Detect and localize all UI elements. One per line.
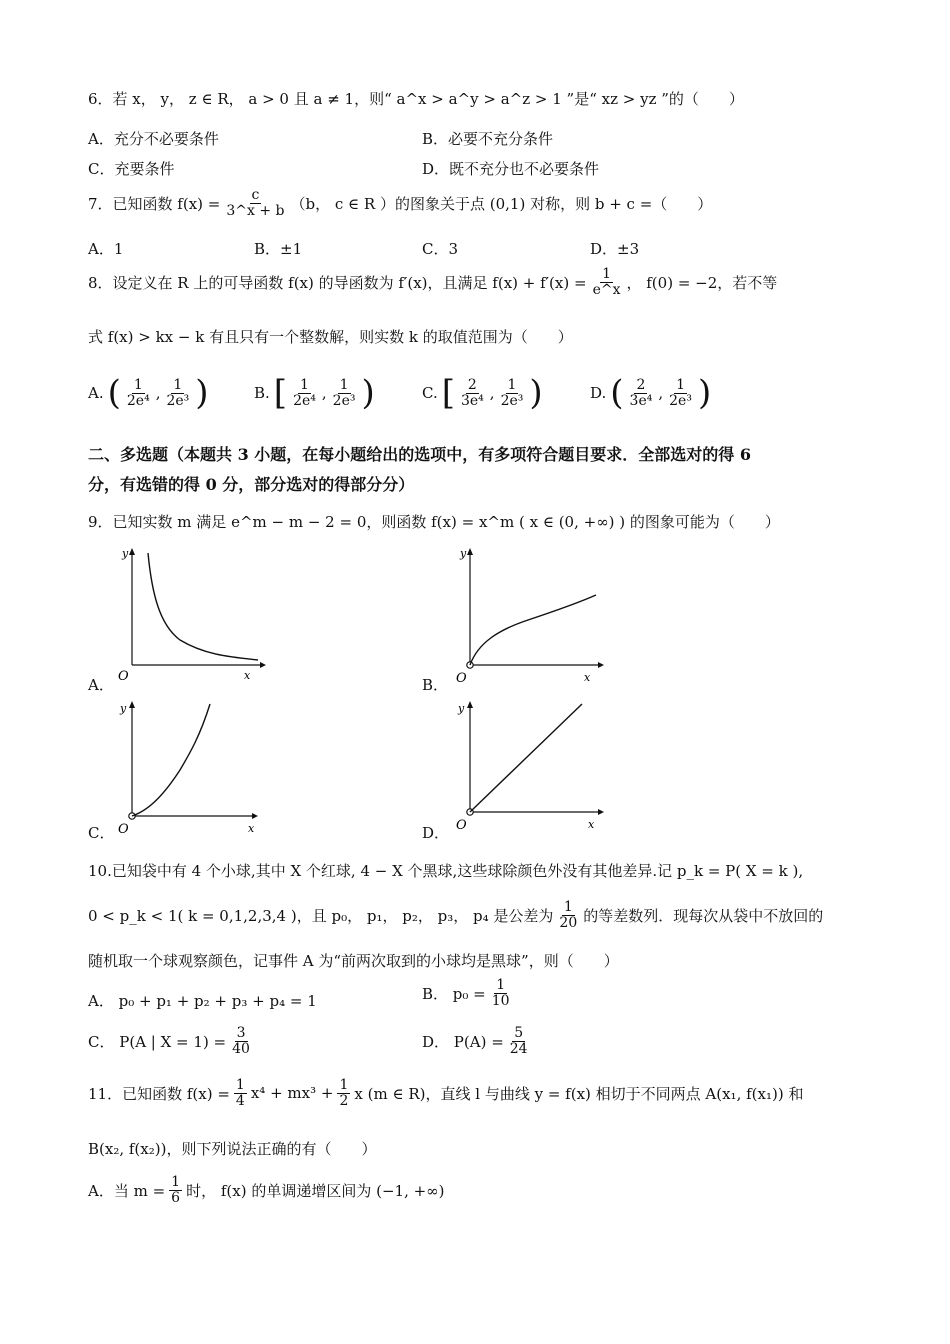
curve — [470, 595, 596, 665]
frac-num: 1 — [496, 977, 506, 993]
q11-line2: B(x₂, f(x₂))，则下列说法正确的有（ ） — [88, 1140, 377, 1158]
frac-num: 2 — [467, 376, 477, 393]
q8-options — [88, 373, 868, 424]
q11-frac-2 — [337, 1078, 350, 1108]
y-label: y — [458, 702, 465, 715]
option-label: D. — [590, 384, 607, 402]
frac-num: 2 — [636, 376, 646, 393]
frac-den: 3e⁴ — [629, 392, 653, 409]
q10-line2-b: 的等差数列．现每次从袋中不放回的 — [583, 906, 824, 925]
frac-den: 2e⁴ — [126, 392, 150, 409]
q8-option-d — [590, 373, 712, 413]
q6-option-b: B．必要不充分条件 — [422, 130, 554, 148]
q9-graph-d — [448, 698, 608, 838]
q11-option-a — [88, 1175, 445, 1205]
frac-num: 1 — [171, 1174, 181, 1190]
origin-label: O — [118, 669, 129, 684]
q10-option-a: A． p₀ + p₁ + p₂ + p₃ + p₄ = 1 — [88, 992, 317, 1010]
frac-den: 3e⁴ — [460, 392, 484, 409]
q8-frac-den: e^x — [592, 281, 621, 298]
x-axis-arrow — [598, 809, 604, 815]
q10-line1: 10.已知袋中有 4 个小球,其中 X 个红球, 4 − X 个黑球,这些球除颜色外没有其他差异.记 p_k = P( X = k ), — [88, 862, 804, 880]
q9-graph-a — [110, 545, 270, 685]
frac-den: 10 — [491, 992, 510, 1009]
q6-stem: 6．若 x， y， z ∈ R， a > 0 且 a ≠ 1，则“ a^x > a^y > a^z > 1 ”是“ xz > yz ”的（ ） — [88, 90, 744, 108]
y-axis-arrow — [129, 701, 135, 708]
q8-line1-b: ， f(0) = −2，若不等 — [626, 273, 778, 292]
q9-stem: 9．已知实数 m 满足 e^m − m − 2 = 0，则函数 f(x) = x^m ( x ∈ (0, +∞) ) 的图象可能为（ ） — [88, 513, 780, 531]
frac-den: 2 — [339, 1092, 349, 1109]
x-axis-arrow — [260, 662, 266, 668]
q8-option-b — [254, 373, 375, 413]
option-label: A. — [88, 384, 104, 402]
section-2-line2: 分，有选错的得 0 分，部分选对的得部分分） — [88, 475, 415, 494]
line-graph — [470, 704, 582, 812]
fraction-lower — [291, 378, 318, 408]
bracket-close: ) — [697, 373, 712, 413]
q8-fraction — [591, 267, 623, 297]
frac-den: 2e³ — [500, 392, 524, 409]
bracket-close: ) — [529, 373, 543, 413]
fraction-lower — [125, 378, 152, 408]
q9-option-d-label: D． — [422, 824, 450, 842]
frac-num: 1 — [339, 1077, 349, 1093]
frac-num: 5 — [514, 1025, 524, 1041]
q8-line1 — [88, 267, 777, 297]
q10-option-c — [88, 1026, 252, 1056]
q7-option-b: B．±1 — [254, 240, 303, 258]
origin-label: O — [456, 671, 467, 685]
x-label: x — [588, 818, 595, 831]
frac-den: 2e³ — [332, 392, 356, 409]
q10-line2 — [88, 900, 823, 930]
x-axis-arrow — [598, 662, 604, 668]
frac-den: 2e⁴ — [293, 392, 316, 409]
q7-fraction — [224, 188, 286, 218]
q10-option-c-fraction — [230, 1026, 252, 1056]
q11-option-a-text-b: 时， f(x) 的单调递增区间为 (−1, +∞) — [186, 1181, 445, 1200]
q11-line1-a: 11．已知函数 f(x) = — [88, 1084, 230, 1103]
q11-option-a-fraction — [169, 1175, 182, 1205]
q8-frac-num: 1 — [602, 266, 611, 282]
fraction-lower — [628, 378, 655, 408]
y-axis-arrow — [467, 548, 473, 555]
y-label: y — [120, 702, 127, 715]
frac-num: 1 — [507, 376, 517, 393]
q7-stem-b: （b， c ∈ R ）的图象关于点 (0,1) 对称，则 b + c =（ ） — [290, 194, 713, 213]
frac-num: 1 — [173, 376, 183, 393]
q6-option-a: A．充分不必要条件 — [88, 130, 219, 148]
q8-line2: 式 f(x) > kx − k 有且只有一个整数解，则实数 k 的取值范围为（ ） — [88, 328, 573, 346]
q11-line1-b: x (m ∈ R)，直线 l 与曲线 y = f(x) 相切于不同两点 A(x₁, f(x₁)) 和 — [354, 1084, 804, 1103]
q11-option-a-text-a: A．当 m = — [88, 1181, 166, 1200]
q7-stem — [88, 188, 712, 218]
q7-frac-den: 3^x + b — [226, 202, 285, 219]
frac-num: 1 — [235, 1077, 245, 1093]
bracket-open: [ — [441, 373, 455, 413]
x-axis-arrow — [252, 813, 258, 819]
q10-option-b-text: B． p₀ = — [422, 984, 486, 1003]
frac-num: 1 — [676, 376, 685, 393]
frac-den: 4 — [235, 1092, 245, 1109]
q11-frac-1 — [234, 1078, 247, 1108]
fraction-upper — [164, 378, 191, 408]
frac-den: 24 — [509, 1040, 528, 1057]
q11-mid: x⁴ + mx³ + — [250, 1084, 334, 1103]
bracket-open: ( — [610, 373, 624, 413]
q10-frac-num: 1 — [563, 899, 573, 915]
q8-line1-a: 8．设定义在 R 上的可导函数 f(x) 的导函数为 f′(x)，且满足 f(x) + f′(x) = — [88, 273, 587, 292]
q10-option-d-fraction — [508, 1026, 530, 1056]
q7-option-c: C．3 — [422, 240, 459, 258]
q9-graph-c — [110, 698, 270, 838]
q11-line1 — [88, 1078, 803, 1108]
comma: , — [155, 384, 161, 402]
q10-option-b-fraction — [490, 978, 512, 1008]
q10-fraction — [557, 900, 579, 930]
bracket-close: ) — [361, 373, 375, 413]
y-label: y — [122, 547, 129, 560]
q9-option-a-label: A． — [88, 676, 114, 694]
fraction-upper — [331, 378, 358, 408]
option-label: B. — [254, 384, 270, 402]
frac-num: 1 — [339, 376, 349, 393]
comma: , — [321, 384, 327, 402]
y-axis-arrow — [129, 548, 135, 555]
x-label: x — [248, 822, 255, 835]
bracket-open: [ — [273, 373, 288, 413]
frac-num: 3 — [236, 1025, 246, 1041]
q7-option-d: D．±3 — [590, 240, 640, 258]
frac-den: 6 — [171, 1189, 181, 1206]
x-label: x — [584, 671, 591, 684]
y-label: y — [460, 547, 467, 560]
frac-den: 40 — [232, 1040, 250, 1057]
q10-option-d — [422, 1026, 530, 1056]
comma: , — [658, 384, 664, 402]
frac-den: 2e³ — [669, 392, 692, 409]
q6-option-d: D．既不充分也不必要条件 — [422, 160, 600, 178]
q7-frac-num: c — [251, 187, 260, 203]
fraction-upper — [499, 378, 526, 408]
bracket-close: ) — [195, 373, 209, 413]
q10-option-d-text: D． P(A) = — [422, 1032, 504, 1051]
q8-option-a — [88, 373, 209, 413]
curve — [148, 553, 258, 660]
q7-option-a: A．1 — [88, 240, 124, 258]
q9-option-c-label: C． — [88, 824, 115, 842]
frac-num: 1 — [133, 376, 143, 393]
q10-option-c-text: C． P(A | X = 1) = — [88, 1032, 227, 1051]
fraction-lower — [459, 378, 486, 408]
q10-line3: 随机取一个球观察颜色，记事件 A 为“前两次取到的小球均是黑球”，则（ ） — [88, 952, 619, 970]
frac-den: 2e³ — [166, 392, 190, 409]
curve — [132, 704, 210, 816]
q9-option-b-label: B． — [422, 676, 449, 694]
comma: , — [489, 384, 495, 402]
q9-graph-b — [448, 545, 608, 685]
x-label: x — [244, 669, 251, 682]
q6-option-c: C．充要条件 — [88, 160, 175, 178]
bracket-open: ( — [107, 373, 121, 413]
q10-frac-den: 20 — [559, 914, 578, 931]
option-label: C. — [422, 384, 438, 402]
q10-line2-a: 0 < p_k < 1( k = 0,1,2,3,4 )，且 p₀， p₁， p₂， p₃， p₄ 是公差为 — [88, 906, 554, 925]
q7-stem-a: 7．已知函数 f(x) = — [88, 194, 221, 213]
origin-label: O — [456, 818, 467, 833]
section-2-line1: 二、多选题（本题共 3 小题，在每小题给出的选项中，有多项符合题目要求．全部选对的得 6 — [88, 445, 751, 464]
frac-num: 1 — [300, 376, 309, 393]
origin-label: O — [118, 822, 129, 837]
q10-option-b — [422, 978, 512, 1008]
y-axis-arrow — [467, 701, 473, 708]
fraction-upper — [667, 378, 694, 408]
q8-option-c — [422, 373, 543, 413]
